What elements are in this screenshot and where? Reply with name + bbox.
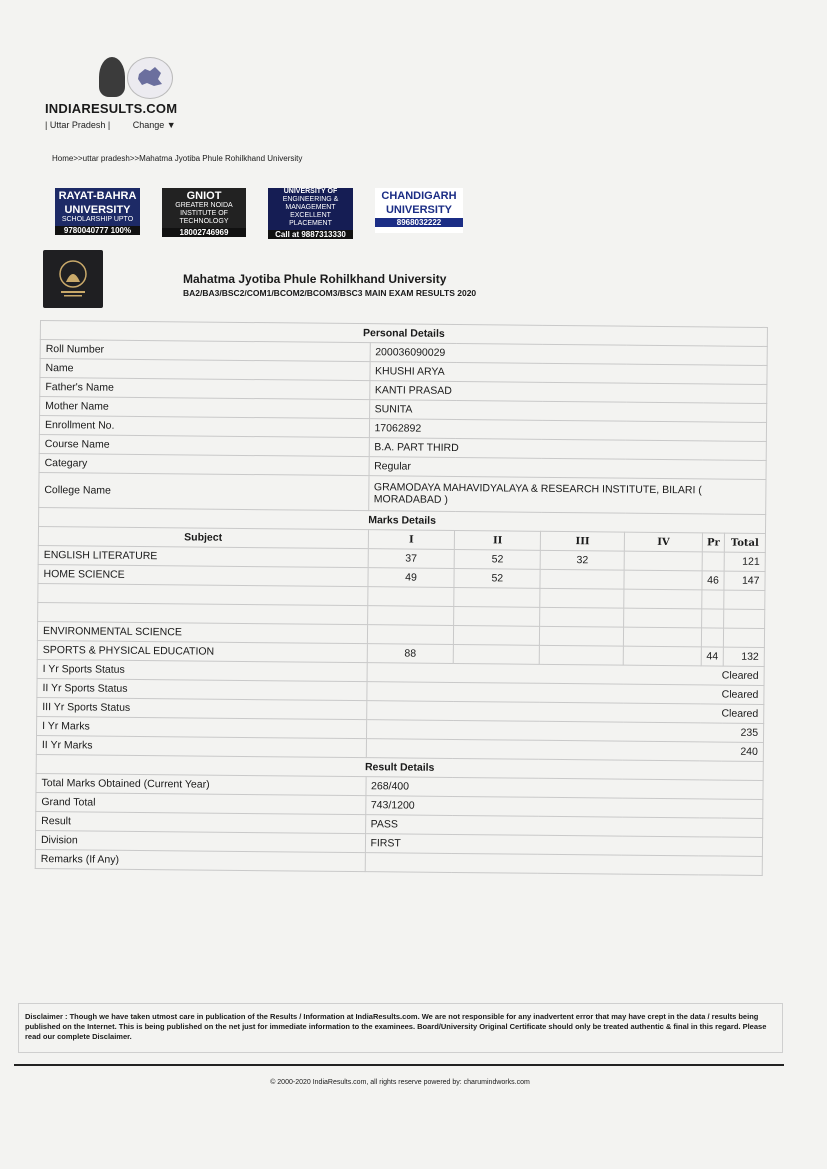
ad-line: CHANDIGARH xyxy=(381,190,457,202)
ad-chandigarh-university[interactable] xyxy=(375,188,463,233)
ad-uem[interactable] xyxy=(268,188,353,239)
change-state-link[interactable]: Change ▼ xyxy=(132,120,176,130)
ad-line: ENGINEERING & MANAGEMENT xyxy=(282,196,339,211)
result-label: Division xyxy=(35,830,365,852)
mark-ii xyxy=(454,606,540,626)
subject-name: ENVIRONMENTAL SCIENCE xyxy=(37,621,367,643)
result-label: Total Marks Obtained (Current Year) xyxy=(36,773,366,795)
mark-i: 49 xyxy=(367,568,454,588)
status-value: Cleared xyxy=(366,682,764,705)
mark-iv xyxy=(624,570,702,590)
status-value: Cleared xyxy=(367,663,765,686)
status-label: I Yr Marks xyxy=(37,716,367,738)
mark-ii xyxy=(454,625,540,645)
mark-iv xyxy=(624,551,702,571)
subject-name: SPORTS & PHYSICAL EDUCATION xyxy=(37,640,367,662)
university-emblem-icon xyxy=(43,250,103,308)
mark-i xyxy=(367,587,454,607)
mark-pr xyxy=(701,628,723,647)
ad-rayat-bahra[interactable] xyxy=(55,188,140,233)
ad-gniot[interactable] xyxy=(162,188,246,237)
mark-pr xyxy=(702,609,724,628)
ad-line: UNIVERSITY xyxy=(385,204,452,216)
mark-i: 37 xyxy=(368,549,455,569)
mark-ii xyxy=(454,644,540,664)
col-total: Total xyxy=(724,533,765,552)
ad-line: SCHOLARSHIP UPTO xyxy=(61,216,134,223)
status-label: II Yr Marks xyxy=(36,735,366,757)
field-value: 17062892 xyxy=(369,419,767,442)
field-value: SUNITA xyxy=(369,400,767,423)
mark-pr xyxy=(702,590,724,609)
mark-total xyxy=(724,590,765,609)
mark-pr: 44 xyxy=(701,647,723,666)
field-label: Course Name xyxy=(39,434,369,456)
mark-i xyxy=(367,606,454,626)
mark-total: 147 xyxy=(724,571,765,590)
result-label: Grand Total xyxy=(36,792,366,814)
ad-phone: 8968032222 xyxy=(375,218,463,227)
divider xyxy=(14,1064,784,1066)
result-value xyxy=(365,853,763,876)
col-paper-2: II xyxy=(455,530,541,550)
disclaimer: Disclaimer : Though we have taken utmost care in publication of the Results / Information at IndiaResults.com. We are not responsible for any inadvertent error that may have crept in the data / results being published on the Internet. This is being published on the net just for immediate information to the examinees. Board/University Original Certificate should only be treated authentic & final in this regard. Please read our complete Disclaimer. xyxy=(18,1003,783,1053)
col-subject: Subject xyxy=(38,526,368,548)
field-value: KHUSHI ARYA xyxy=(369,362,767,385)
results-table-wrapper xyxy=(35,320,768,876)
status-value: 240 xyxy=(366,739,764,762)
field-label: Father's Name xyxy=(40,378,370,400)
result-value: FIRST xyxy=(365,834,763,857)
ad-line: UNIVERSITY xyxy=(64,204,131,216)
field-label: College Name xyxy=(39,472,369,510)
mark-iv xyxy=(624,589,702,609)
col-paper-1: I xyxy=(368,530,455,550)
result-label: Remarks (If Any) xyxy=(35,849,365,871)
status-label: I Yr Sports Status xyxy=(37,659,367,681)
mark-iv xyxy=(624,627,702,647)
ad-phone: 18002746969 xyxy=(162,228,246,237)
field-value: 200036090029 xyxy=(370,343,768,366)
breadcrumb[interactable]: Home>>uttar pradesh>>Mahatma Jyotiba Phule Rohilkhand University xyxy=(52,154,303,163)
mark-iv xyxy=(624,608,702,628)
footer-copyright: © 2000-2020 IndiaResults.com, all rights reserve powered by: charumindworks.com xyxy=(270,1079,530,1086)
field-label: Mother Name xyxy=(40,397,370,419)
mark-total xyxy=(723,628,764,647)
result-value: 743/1200 xyxy=(365,796,763,819)
state-selector xyxy=(45,120,185,130)
col-practical: Pr xyxy=(702,533,724,552)
result-value: 268/400 xyxy=(365,777,763,800)
field-value: KANTI PRASAD xyxy=(369,381,767,404)
result-details-heading: Result Details xyxy=(36,754,763,780)
mark-iii xyxy=(540,588,624,608)
marks-details-heading: Marks Details xyxy=(39,507,766,533)
field-label: Categary xyxy=(39,453,369,475)
mark-i: 88 xyxy=(367,644,454,664)
logo-person-icon xyxy=(99,57,125,97)
mark-i xyxy=(367,625,454,645)
field-label: Name xyxy=(40,359,370,381)
mark-pr xyxy=(702,552,724,571)
ad-line: INSTITUTE OF TECHNOLOGY xyxy=(179,210,229,225)
mark-total: 132 xyxy=(723,647,764,666)
ad-line: UNIVERSITY OF xyxy=(283,188,338,195)
university-name: Mahatma Jyotiba Phule Rohilkhand University xyxy=(183,272,447,286)
field-value: Regular xyxy=(369,457,767,480)
site-name: INDIARESULTS.COM xyxy=(45,101,178,116)
state-label: | Uttar Pradesh | xyxy=(45,120,111,130)
subject-name: ENGLISH LITERATURE xyxy=(38,545,368,567)
mark-iii: 32 xyxy=(540,550,624,570)
field-value: GRAMODAYA MAHAVIDYALAYA & RESEARCH INSTITUTE, BILARI ( MORADABAD ) xyxy=(368,476,766,515)
mark-iii xyxy=(540,626,624,646)
results-table xyxy=(35,320,768,876)
mark-pr: 46 xyxy=(702,571,724,590)
uttar-pradesh-map-icon xyxy=(127,57,173,99)
ad-line: GNIOT xyxy=(186,190,222,202)
logo-mark xyxy=(45,55,185,99)
field-value: B.A. PART THIRD xyxy=(369,438,767,461)
personal-details-heading: Personal Details xyxy=(40,321,767,347)
mark-ii: 52 xyxy=(454,568,540,588)
mark-total: 121 xyxy=(724,552,765,571)
ad-line: RAYAT-BAHRA xyxy=(58,190,137,202)
mark-iii xyxy=(539,645,623,665)
result-value: PASS xyxy=(365,815,763,838)
mark-iii xyxy=(540,607,624,627)
col-paper-3: III xyxy=(541,531,625,551)
ad-phone: Call at 9887313330 xyxy=(268,230,353,239)
status-label: II Yr Sports Status xyxy=(37,678,367,700)
status-value: 235 xyxy=(366,720,764,743)
site-logo[interactable] xyxy=(45,55,185,130)
mark-iv xyxy=(623,646,701,666)
status-label: III Yr Sports Status xyxy=(37,697,367,719)
field-label: Enrollment No. xyxy=(39,416,369,438)
subject-name: HOME SCIENCE xyxy=(38,564,368,586)
ad-phone: 9780040777 100% xyxy=(55,226,140,235)
mark-ii xyxy=(454,587,540,607)
result-label: Result xyxy=(36,811,366,833)
mark-total xyxy=(724,609,765,628)
ad-line: EXCELLENT PLACEMENT xyxy=(289,212,332,227)
mark-iii xyxy=(540,569,624,589)
exam-title: BA2/BA3/BSC2/COM1/BCOM2/BCOM3/BSC3 MAIN EXAM RESULTS 2020 xyxy=(183,288,477,298)
mark-ii: 52 xyxy=(455,549,541,569)
col-paper-4: IV xyxy=(624,532,702,552)
status-value: Cleared xyxy=(366,701,764,724)
field-label: Roll Number xyxy=(40,340,370,362)
ad-line: GREATER NOIDA xyxy=(175,202,233,209)
